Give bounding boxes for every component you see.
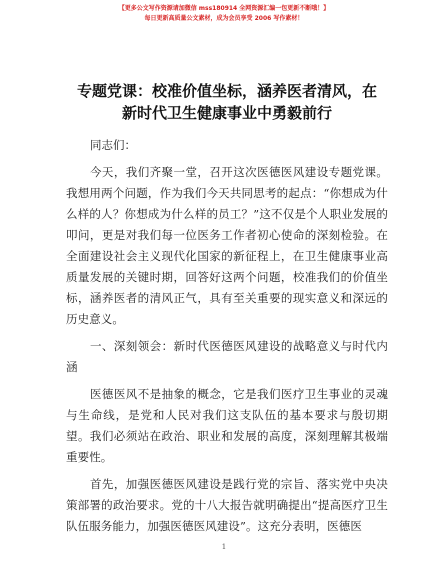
- paragraph-intro: 今天，我们齐聚一堂，召开这次医德医风建设专题党课。我想用两个问题，作为我们今天共同思考的起点：“你想成为什么样的人？你想成为什么样的员工？”这不仅是个人职业发展的叩问，更是对我们每一位医务工作者初心使命的深刻检验。在全面建设社会主义现代化国家的新征程上，在卫生健康事业高质量发展的关键时期，回答好这两个问题，校准我们的价值坐标，涵养医者的清风正气，具有至关重要的现实意义和深远的历史意义。: [66, 165, 388, 326]
- section-heading-1: 一、深刻领会：新时代医德医风建设的战略意义与时代内涵: [66, 339, 388, 374]
- page-number: 1: [221, 543, 227, 551]
- paragraph-body: 医德医风不是抽象的概念，它是我们医疗卫生事业的灵魂与生命线，是党和人民对我们这支队伍的基本要求与殷切期望。我们必须站在政治、职业和发展的高度，深刻理解其极端重要性。: [66, 387, 388, 464]
- banner-line-2: 每日更新高质量公文素材，成为会员享受 2006 写作素材！: [144, 15, 304, 22]
- title-line-2: 新时代卫生健康事业中勇毅前行: [121, 104, 332, 122]
- title-line-1: 专题党课：校准价值坐标，涵养医者清风，在: [76, 82, 377, 100]
- paragraph-first-point: 首先，加强医德医风建设是践行党的宗旨、落实党中央决策部署的政治要求。党的十八大报告就明确提出“提高医疗卫生队伍服务能力，加强医德医风建设”。这充分表明，医德医: [66, 477, 388, 533]
- document-page: [66, 80, 388, 537]
- banner-line-1: 【更多公文写作资源请加微信 mss180914 全网资源汇编一包更新不断哦！】: [118, 5, 330, 12]
- salutation: 同志们：: [90, 138, 136, 152]
- top-banner: [0, 4, 448, 24]
- document-title: [66, 80, 388, 124]
